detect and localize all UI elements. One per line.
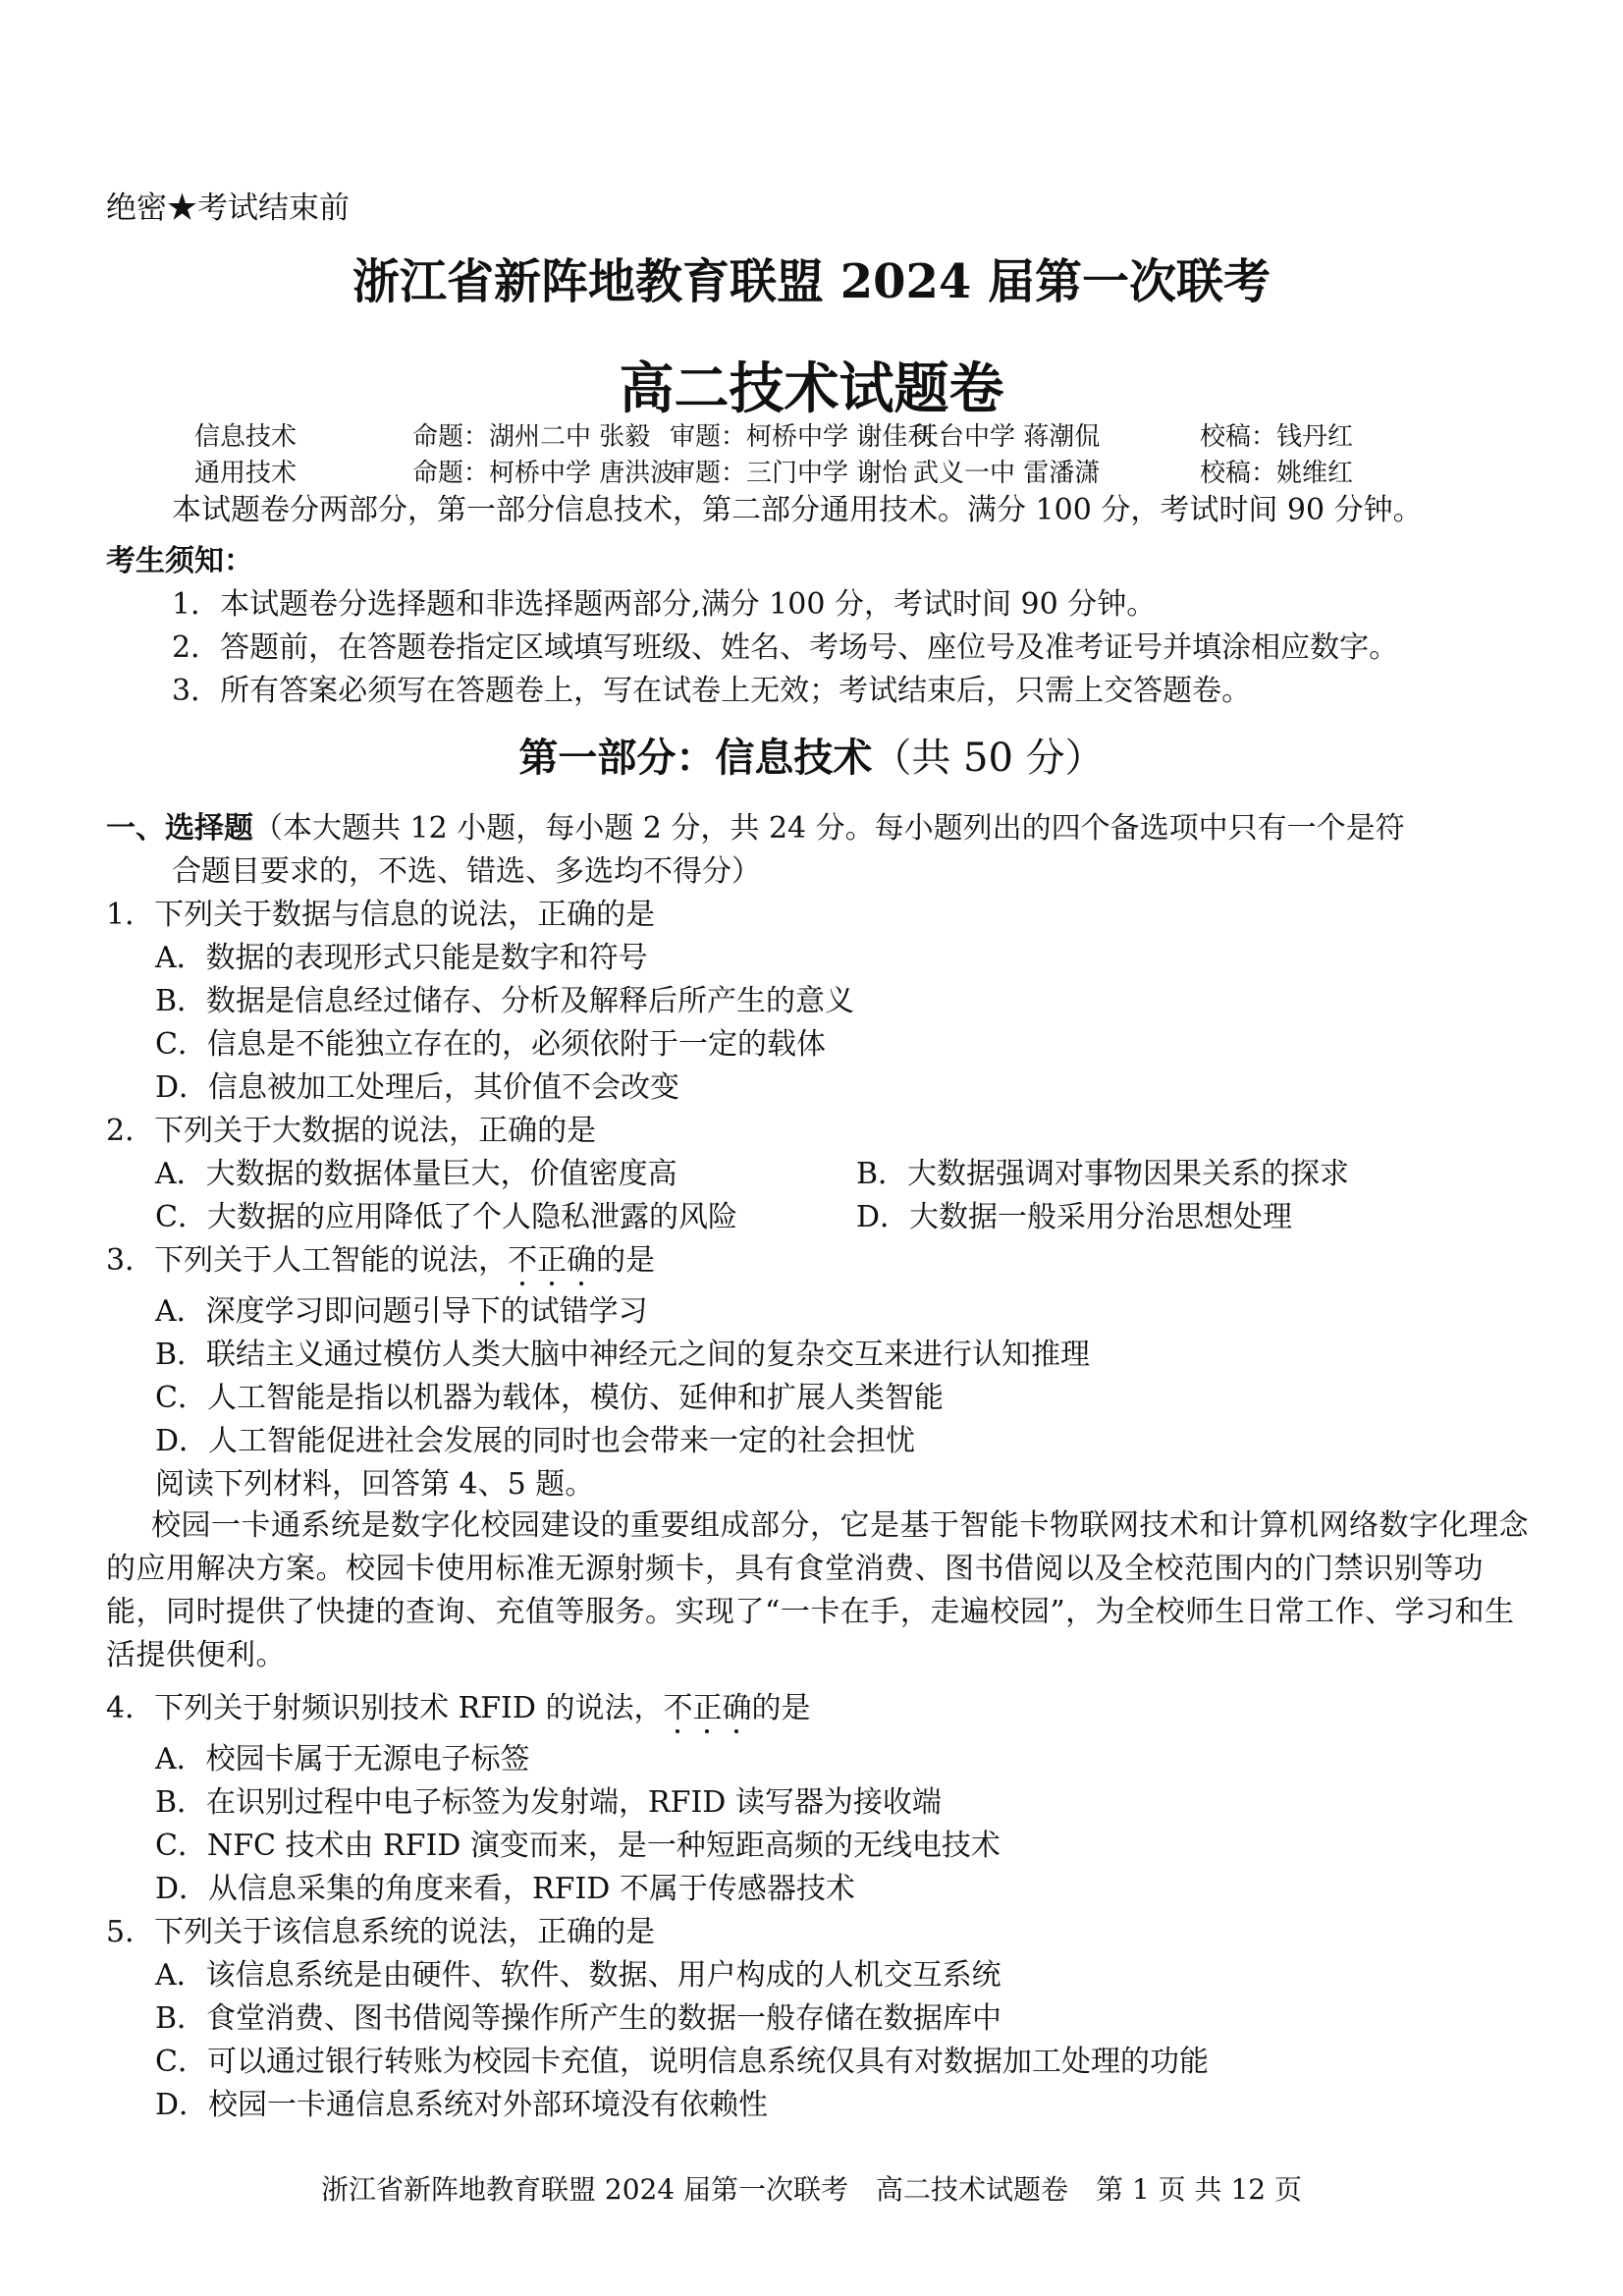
credit-subject: 信息技术 bbox=[194, 422, 298, 452]
question-3-option-b: B．联结主义通过模仿人类大脑中神经元之间的复杂交互来进行认知推理 bbox=[155, 1338, 1091, 1372]
part-one-title bbox=[0, 727, 1623, 783]
exam-subtitle: 高二技术试题卷 bbox=[619, 356, 1004, 421]
question-3-option-d: D．人工智能促进社会发展的同时也会带来一定的社会担忧 bbox=[155, 1424, 916, 1458]
section-desc: （本大题共 12 小题，每小题 2 分，共 24 分。每小题列出的四个备选项中只有一个是符 bbox=[253, 811, 1405, 846]
credits-row-info-tech bbox=[194, 416, 1396, 453]
emphasis-char: 不 bbox=[663, 1691, 693, 1725]
notice-heading: 考生须知： bbox=[106, 544, 253, 578]
credits-row-general-tech bbox=[194, 453, 1396, 489]
notice-item: 2．答题前，在答题卷指定区域填写班级、姓名、考场号、座位号及准考证号并填涂相应数字。 bbox=[172, 630, 1399, 665]
material-text: 校园一卡通系统是数字化校园建设的重要组成部分，它是基于智能卡物联网技术和计算机网络数字化理念的应用解决方案。校园卡使用标准无源射频卡，具有食堂消费、图书借阅以及全校范围内的门禁识别等功能，同时提供了快捷的查询、充值等服务。实现了“一卡在手，走遍校园”，为全校师生日常工作、学习和生活提供便利。 bbox=[106, 1508, 1529, 1672]
credit-reviewer: 天台中学 蒋潮侃 bbox=[913, 422, 1101, 452]
question-4-option-b: B．在识别过程中电子标签为发射端，RFID 读写器为接收端 bbox=[155, 1785, 942, 1820]
question-4-stem bbox=[106, 1683, 810, 1726]
part-one-points: （共 50 分） bbox=[872, 736, 1105, 781]
credit-proofreader: 校稿：钱丹红 bbox=[1200, 422, 1354, 452]
section-label: 一、选择题 bbox=[106, 811, 253, 846]
emphasis-char: 确 bbox=[567, 1243, 597, 1278]
question-4-stem-text: 4．下列关于射频识别技术 RFID 的说法， bbox=[106, 1691, 664, 1725]
exam-intro: 本试题卷分两部分，第一部分信息技术，第二部分通用技术。满分 100 分，考试时间 90 分钟。 bbox=[172, 493, 1423, 527]
material-paragraph bbox=[106, 1504, 1530, 1677]
question-2-stem: 2．下列关于大数据的说法，正确的是 bbox=[106, 1114, 597, 1148]
question-3-stem-end: 的是 bbox=[596, 1243, 656, 1278]
credit-author: 命题：柯桥中学 唐洪波 bbox=[412, 459, 676, 488]
question-4-option-a: A．校园卡属于无源电子标签 bbox=[155, 1742, 530, 1777]
section-heading bbox=[106, 803, 1405, 847]
page-footer: 浙江省新阵地教育联盟 2024 届第一次联考 高二技术试题卷 第 1 页 共 12 页 bbox=[320, 2173, 1302, 2206]
question-2-option-c: C．大数据的应用降低了个人隐私泄露的风险 bbox=[155, 1200, 737, 1234]
emphasis-not-correct bbox=[508, 1243, 596, 1278]
question-3-stem bbox=[106, 1235, 655, 1279]
credit-subject: 通用技术 bbox=[194, 459, 298, 488]
question-5-option-d: D．校园一卡通信息系统对外部环境没有依赖性 bbox=[155, 2088, 769, 2122]
question-5-option-c: C．可以通过银行转账为校园卡充值，说明信息系统仅具有对数据加工处理的功能 bbox=[155, 2045, 1209, 2079]
question-4-option-c: C．NFC 技术由 RFID 演变而来，是一种短距高频的无线电技术 bbox=[155, 1829, 1001, 1863]
question-3-option-c: C．人工智能是指以机器为载体，模仿、延伸和扩展人类智能 bbox=[155, 1381, 944, 1415]
question-1-option-b: B．数据是信息经过储存、分析及解释后所产生的意义 bbox=[155, 984, 855, 1018]
credit-author: 命题：湖州二中 张毅 bbox=[412, 422, 651, 452]
material-lead: 阅读下列材料，回答第 4、5 题。 bbox=[155, 1467, 595, 1502]
part-one-title-main: 第一部分：信息技术 bbox=[518, 735, 873, 781]
question-1-option-c: C．信息是不能独立存在的，必须依附于一定的载体 bbox=[155, 1027, 826, 1062]
question-5-stem: 5．下列关于该信息系统的说法，正确的是 bbox=[106, 1915, 656, 1949]
question-1-stem: 1．下列关于数据与信息的说法，正确的是 bbox=[106, 898, 656, 932]
credit-reviewer: 审题：三门中学 谢怡 bbox=[670, 459, 908, 488]
emphasis-not-correct bbox=[663, 1691, 751, 1725]
question-2-option-b: B．大数据强调对事物因果关系的探求 bbox=[856, 1157, 1350, 1191]
question-5-option-a: A．该信息系统是由硬件、软件、数据、用户构成的人机交互系统 bbox=[155, 1958, 1001, 1993]
question-3-stem-text: 3．下列关于人工智能的说法， bbox=[106, 1243, 509, 1278]
emphasis-char: 确 bbox=[722, 1691, 752, 1725]
question-2-option-d: D．大数据一般采用分治思想处理 bbox=[856, 1200, 1293, 1234]
emphasis-char: 正 bbox=[692, 1691, 723, 1725]
question-1-option-a: A．数据的表现形式只能是数字和符号 bbox=[155, 941, 648, 975]
emphasis-char: 不 bbox=[508, 1243, 538, 1278]
credit-proofreader: 校稿：姚维红 bbox=[1200, 459, 1354, 488]
section-desc-cont: 合题目要求的，不选、错选、多选均不得分） bbox=[172, 854, 761, 889]
question-4-option-d: D．从信息采集的角度来看，RFID 不属于传感器技术 bbox=[155, 1872, 855, 1906]
secret-mark: 绝密★考试结束前 bbox=[106, 191, 350, 226]
exam-title: 浙江省新阵地教育联盟 2024 届第一次联考 bbox=[352, 254, 1271, 309]
notice-item: 1．本试题卷分选择题和非选择题两部分,满分 100 分，考试时间 90 分钟。 bbox=[172, 587, 1157, 622]
emphasis-char: 正 bbox=[537, 1243, 568, 1278]
question-5-option-b: B．食堂消费、图书借阅等操作所产生的数据一般存储在数据库中 bbox=[155, 2001, 1002, 2036]
question-4-stem-end: 的是 bbox=[751, 1691, 811, 1725]
question-3-option-a: A．深度学习即问题引导下的试错学习 bbox=[155, 1294, 648, 1329]
credit-reviewer: 武义一中 雷潘潇 bbox=[913, 459, 1101, 488]
notice-item: 3．所有答案必须写在答题卷上，写在试卷上无效；考试结束后，只需上交答题卷。 bbox=[172, 674, 1252, 708]
credit-reviewer: 审题：柯桥中学 谢佳利 bbox=[670, 422, 934, 452]
question-1-option-d: D．信息被加工处理后，其价值不会改变 bbox=[155, 1070, 680, 1105]
question-2-option-a: A．大数据的数据体量巨大，价值密度高 bbox=[155, 1157, 677, 1191]
